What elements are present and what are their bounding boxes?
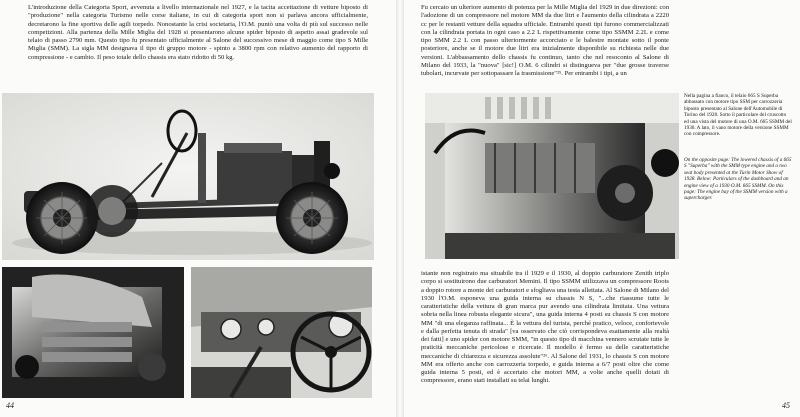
front-wheel — [276, 182, 348, 254]
supercharged-engine-photo — [425, 93, 679, 259]
caption-english: On the opposite page: The lowered chassis of a 665 S "Superba" with the SMM type engine and a two seat body presented at the Turin Motor Show of 1928. Below: Particulars of the dashboard and an engine view of a 1930 O.M. 665 SSMM. On this page: The engine bay of the SSMM version with a supercharger. — [684, 157, 792, 202]
chassis-photo — [2, 93, 374, 260]
right-body-text-top: Fu cercato un ulteriore aumento di potenza per la Mille Miglia del 1929 in due direzioni: con l'adozione di un compressore nel motore MM da due litri e l'aumento della cilindrata a 2220 cc per le restanti vetture della squadra ufficiale. Entrambi questi tipi furono commercializzati con la cilindrata portata in ogni caso a 2.2 L rispettivamente come tipo SSMM 2.2L e come tipo SMM 2.2 L con passo ulteriormente accorciato e le balestre montate sotto il ponte posteriore, anche se il motore due litri era inizialmente disponibile su richiesta nelle due versioni. L'abbassamento dello chassis fu continuo, tanto che nel resoconto al Salone di Milano del 1933, la "nuova" [sic!] O.M. 6 cilindri si distingueva per "due grosse traverse tubolari, incurvate per sottopassare la trasmissione"²⁵. Per entrambi i tipi, a un — [421, 4, 669, 77]
dashboard-image — [191, 267, 372, 398]
dashboard-photo — [191, 267, 372, 398]
right-body-text-bottom: istante non registrato ma situabile tra il 1929 e il 1930, al doppio carburatore Zenith triplo corpo si sostituirono due carburatori Memini. Il tipo SSMM utilizzava un compressore Roots a doppio rotore a monte dei carburatori e sfogliava una testa allettata. Al Salone di Milano del 1930 l'O.M. esponeva una guida interna su chassis N S, "...che riassume tutte le caratteristiche della vettura di gran marca pur avendo una cilindrata limitata. Una vettura sobria nella linea robusta elegante sicura", una guida interna 4 posti su chassis S con motore MM "di una eleganza raffinata... È la vettura del turista, perché pratico, veloce, confortevole e dalla perfetta tenuta di strada" [va osservato che ciò corrispondeva esattamente alla realtà dei fatti] e uno spider con motore SMM, "in questo tipo di macchina vennero scrutate tutte le praticità meccaniche pericolose e ricercate. Il modello è fermo su delle caratteristiche meccaniche di chiarezza e sicurezza assolute"²⁶. Al Salone del 1931, lo chassis S con motore MM era offerto anche con carrozzeria torpedo, e guida interna a 6/7 posti oltre che come guida interna 5 posti, ed è accertato che motori MM, a volte anche quelli dotati di compressore, erano stati installati su telai lunghi. — [421, 270, 669, 385]
left-body-text: L'introduzione della Categoria Sport, avvenuta a livello internazionale nel 1927, e la tacita accettazione di vetture biposto di "produzione" nella categoria Turismo nelle corse italiane, in cui di categoria sport non si parlava ancora ufficialmente, decretarono la fine sportiva delle agili torpedo. Nonostante la crisi societaria, l'O.M. puntò una volta di più sul successo nelle competizioni. Alla partenza della Mille Miglia del 1928 si presentarono alcune spider biposto di aspetto assai gradevole sul telaio di passo 2790 mm. Questo tipo fu presentato ufficialmente al Salone del successivo mese di maggio come tipo S Mille Miglia (SMM). La sigla MM designava il tipo di gruppo motore - spinto a 3800 rpm con relativo aumento del rapporto di compressione - e cambio. Il peso totale dello chassis era stato ridotto di 50 kg. — [28, 4, 368, 61]
left-page-number: 44 — [6, 401, 14, 410]
caption-italian: Nella pagina a fianco, il telaio 665 S Superba abbassato con motore tipo SSM per carrozzeria biposto presentato al Salone dell'Automobile di Torino del 1928. Sotto il particolare del cruscotto ed una vista del motore di una O.M. 665 SSMM del 1930. A lato, il vano motore della versione SSMM con compressore. — [684, 93, 792, 138]
chassis-image — [2, 93, 374, 260]
supercharged-engine-image — [425, 93, 679, 259]
right-page-number: 45 — [782, 401, 790, 410]
book-gutter — [396, 0, 404, 417]
engine-detail-image — [2, 267, 184, 398]
engine-detail-photo — [2, 267, 184, 398]
